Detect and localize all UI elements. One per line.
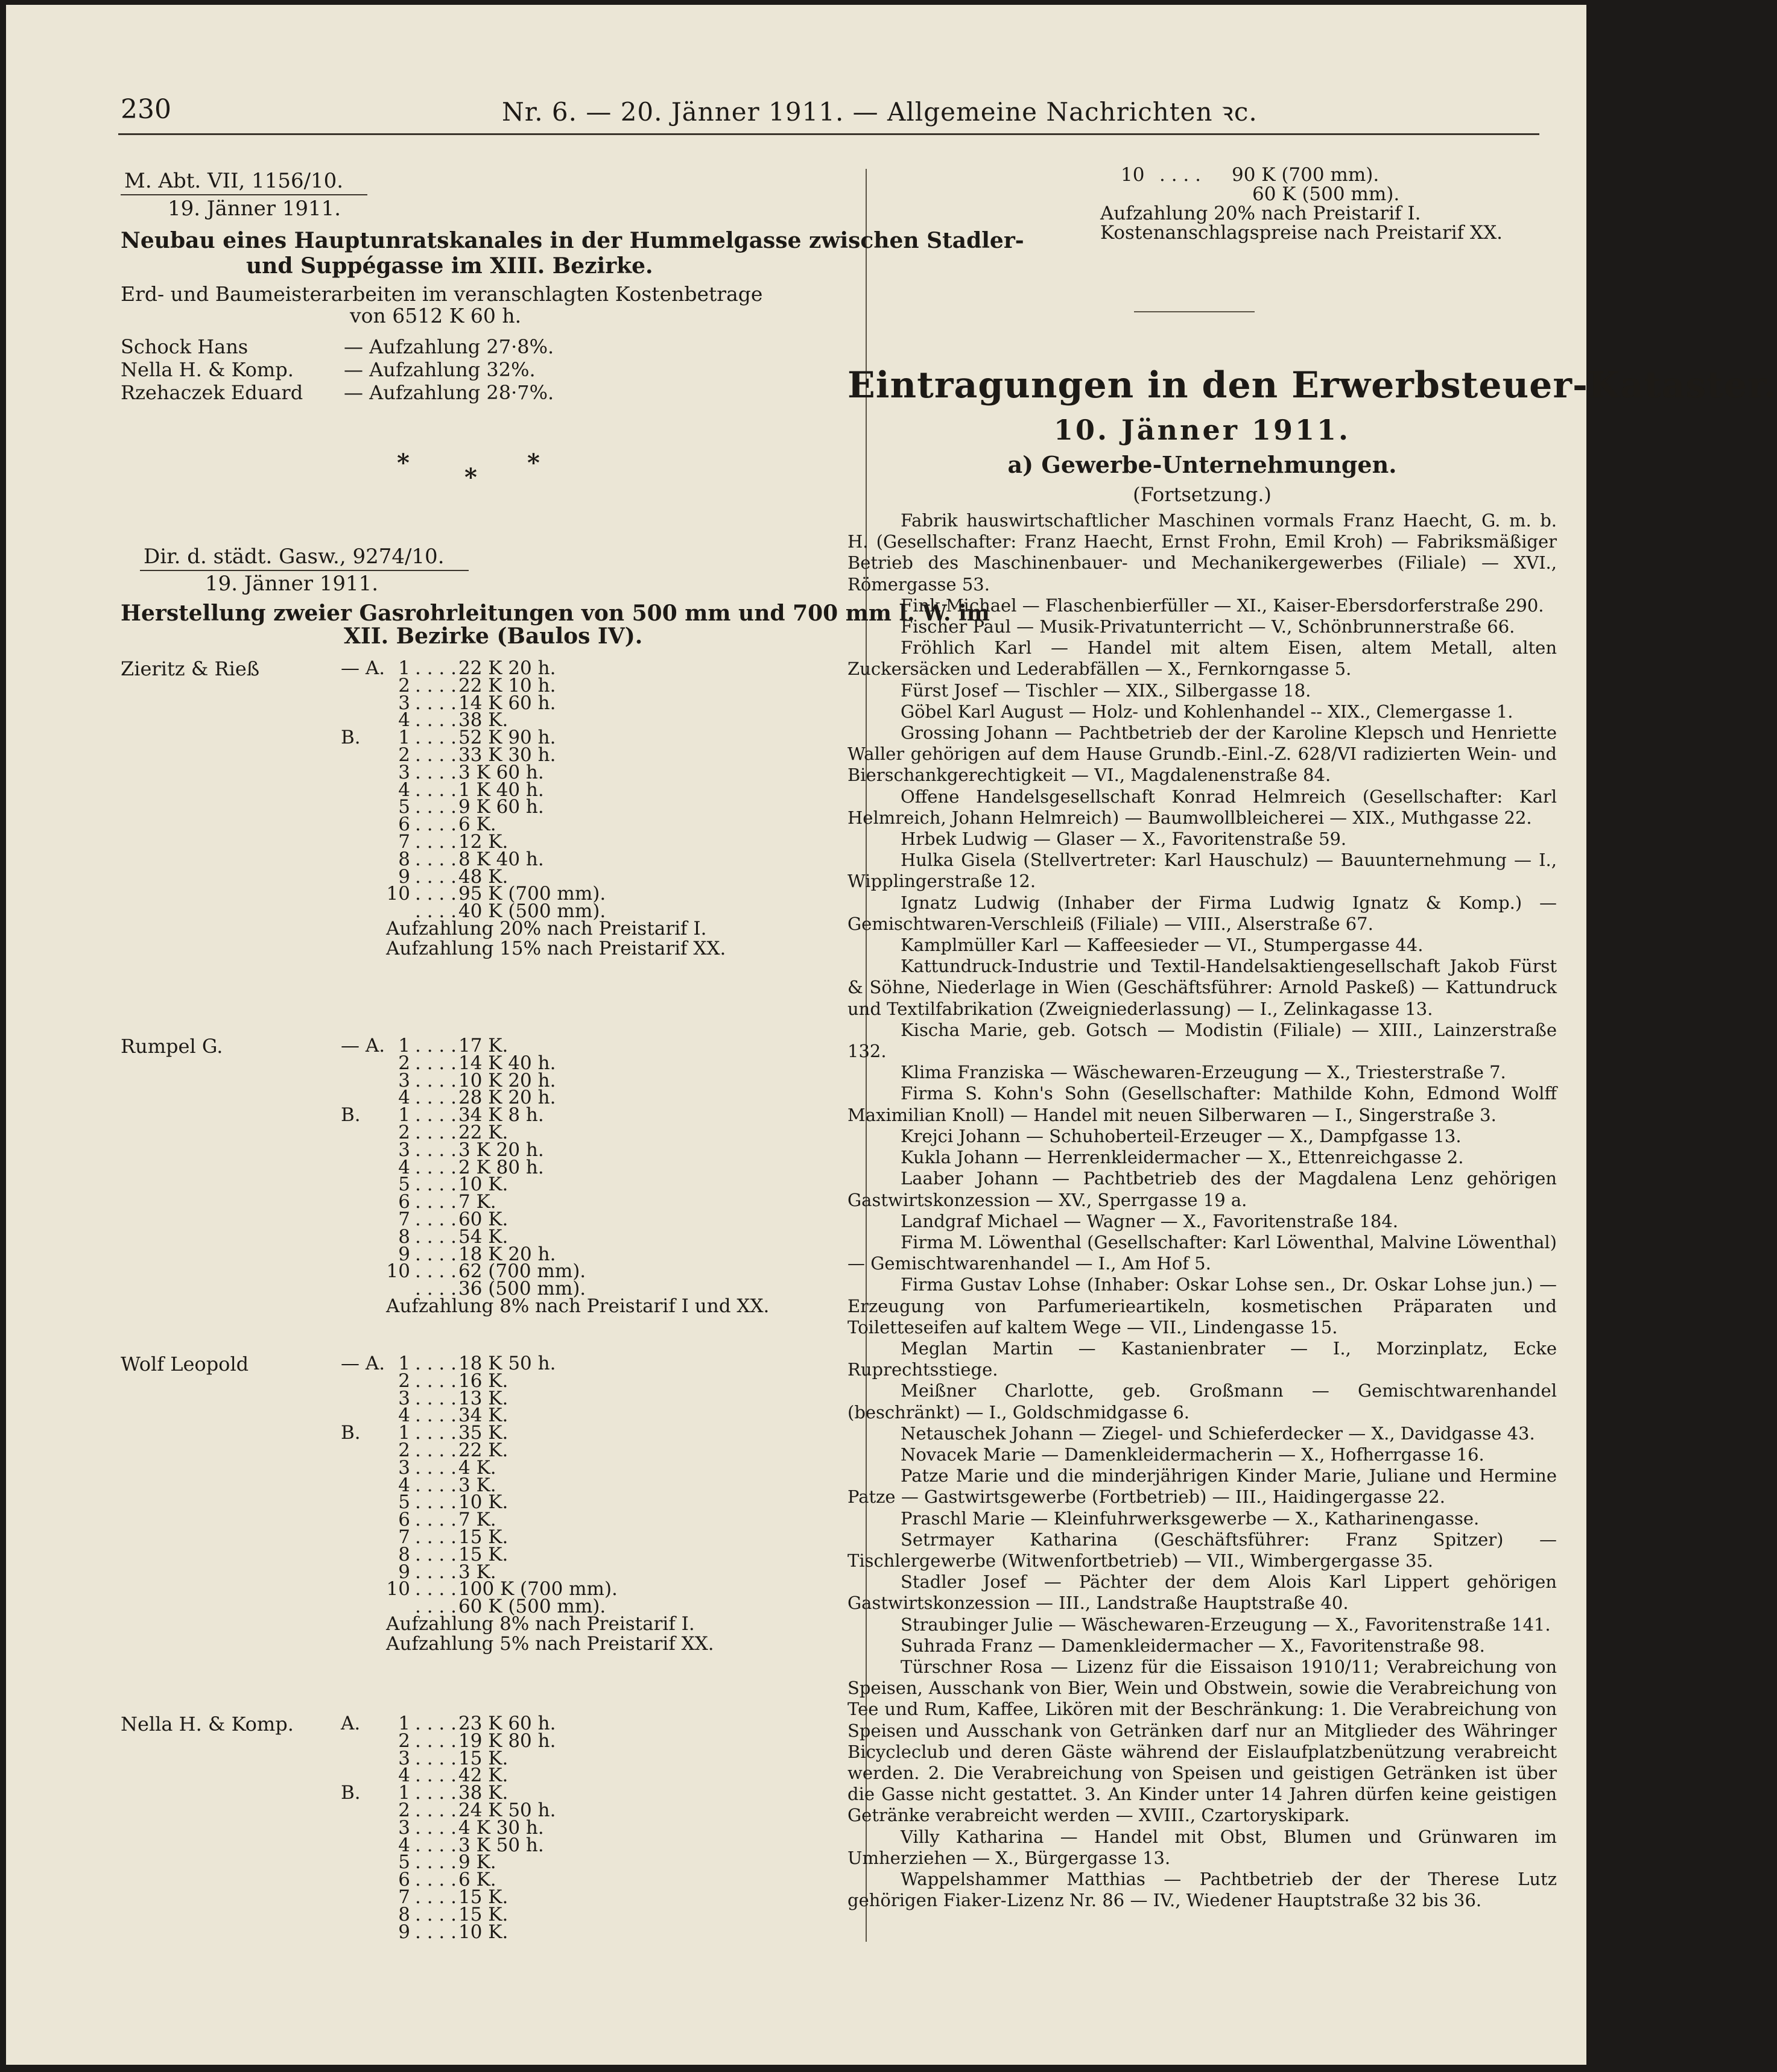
- block1-reference: M. Abt. VII, 1156/10.: [121, 169, 367, 195]
- leader-dots: . . . .: [415, 1087, 457, 1109]
- offer-text: — Aufzahlung 27·8%.: [344, 335, 554, 358]
- lot-price: 3 K 20 h.: [458, 1139, 544, 1161]
- lot-number: 9: [398, 1561, 410, 1583]
- surcharge-line: Aufzahlung 5% nach Preistarif XX.: [386, 1632, 714, 1655]
- register-entry: Hrbek Ludwig — Glaser — X., Favoritenstraße 59.: [901, 829, 1347, 850]
- leader-dots: . . . .: [415, 1764, 457, 1787]
- leader-dots: . . . .: [415, 1851, 457, 1874]
- leader-dots: . . . .: [415, 1561, 457, 1583]
- register-entry: Suhrada Franz — Damenkleidermacher — X., Favoritenstraße 98.: [901, 1635, 1485, 1656]
- block1-title-line1: Neubau eines Hauptunratskanales in der Hummelgasse zwischen Stadler-: [121, 228, 1024, 253]
- leader-dots: . . . .: [415, 1225, 457, 1248]
- lot-price: 10 K.: [458, 1921, 508, 1943]
- lot-price: 6 K.: [458, 813, 496, 836]
- leader-dots: . . . .: [415, 1456, 457, 1479]
- lot-number: 3: [398, 1139, 410, 1161]
- leader-dots: . . . .: [415, 1782, 457, 1804]
- register-entry: Landgraf Michael — Wagner — X., Favoritenstraße 184.: [901, 1210, 1399, 1231]
- newspaper-page: [6, 5, 1777, 2065]
- lot-number: 1: [398, 1035, 410, 1057]
- lot-price: 10 K.: [458, 1173, 508, 1196]
- lot-number: 4: [398, 1474, 410, 1496]
- leader-dots: . . . .: [415, 1747, 457, 1769]
- lot-price: 17 K.: [458, 1035, 508, 1057]
- running-title: Nr. 6. — 20. Jänner 1911. — Allgemeine Nachrichten ꝛc.: [502, 97, 1258, 127]
- block1-intro-line1: Erd- und Baumeisterarbeiten im veranschlagten Kostenbetrage: [121, 282, 763, 306]
- register-entry: Ignatz Ludwig (Inhaber der Firma Ludwig Ignatz & Komp.) — Gemischtwaren-Verschleiß (Filiale) — VIII., Alserstraße 67.: [847, 892, 1557, 934]
- lot-section: B.: [341, 1422, 361, 1444]
- lot-number: 4: [398, 1156, 410, 1178]
- lot-price: 4 K.: [458, 1456, 496, 1479]
- surcharge-line: Aufzahlung 8% nach Preistarif I und XX.: [386, 1295, 770, 1317]
- lot-number: 2: [398, 1799, 410, 1821]
- header-rule: [118, 133, 1539, 135]
- lot-section: B.: [341, 1782, 361, 1804]
- block1-intro-line2: von 6512 K 60 h.: [350, 304, 522, 327]
- lot-price: 14 K 40 h.: [458, 1052, 556, 1074]
- lot-price: 62 (700 mm).: [458, 1260, 586, 1283]
- register-entry: Fischer Paul — Musik-Privatunterricht — V., Schönbrunnerstraße 66.: [901, 616, 1515, 637]
- block2-reference: Dir. d. städt. Gasw., 9274/10.: [140, 545, 469, 571]
- leader-dots: . . . .: [415, 744, 457, 766]
- leader-dots: . . . .: [415, 1729, 457, 1752]
- register-entry: Patze Marie und die minderjährigen Kinder Marie, Juliane und Hermine Patze — Gastwirtsgewerbe (Fortbetrieb) — III., Haidingergasse 22.: [847, 1465, 1557, 1508]
- lot-number: 1: [398, 1782, 410, 1804]
- lot-price: 48 K.: [458, 865, 508, 888]
- lot-number: 2: [398, 1122, 410, 1143]
- lot-price: 22 K 20 h.: [458, 657, 556, 679]
- leader-dots: . . . .: [415, 1035, 457, 1057]
- register-entry: Hulka Gisela (Stellvertreter: Karl Hauschulz) — Bauunternehmung — I., Wipplingerstraße 12.: [847, 850, 1557, 892]
- leader-dots: . . . .: [415, 727, 457, 749]
- bidder-name: Zieritz & Rieß: [121, 657, 260, 680]
- lot-price: 28 K 20 h.: [458, 1087, 556, 1109]
- register-entry: Offene Handelsgesellschaft Konrad Helmreich (Gesellschafter: Karl Helmreich, Johann Helmreich) — Baumwollbleicherei — XIX., Muthgasse 22.: [847, 786, 1557, 828]
- leader-dots: . . . .: [415, 1122, 457, 1143]
- register-entry: Fürst Josef — Tischler — XIX., Silbergasse 18.: [901, 680, 1311, 701]
- bidder-name: Wolf Leopold: [121, 1353, 249, 1376]
- lot-number: 6: [398, 1869, 410, 1891]
- continuation-note: (Fortsetzung.): [1133, 483, 1272, 506]
- lot-number: 2: [398, 674, 410, 696]
- leader-dots: . . . .: [415, 1439, 457, 1461]
- lot-price: 3 K.: [458, 1561, 496, 1583]
- leader-dots: . . . .: [415, 1156, 457, 1178]
- leader-dots: . . . .: [415, 1353, 457, 1374]
- lot-number: 4: [398, 1764, 410, 1787]
- leader-dots: . . . .: [415, 1578, 457, 1600]
- lot-price: 22 K 10 h.: [458, 674, 556, 696]
- lot-number: 2: [398, 1439, 410, 1461]
- lot-number: 2: [398, 744, 410, 766]
- lot-number: 7: [398, 831, 410, 853]
- block2-date: 19. Jänner 1911.: [205, 572, 379, 596]
- lot-number: 1: [398, 727, 410, 749]
- leader-dots: . . . .: [415, 1278, 457, 1300]
- register-entry: Novacek Marie — Damenkleidermacherin — X., Hofherrgasse 16.: [901, 1444, 1484, 1465]
- lot-number: 9: [398, 1243, 410, 1265]
- register-entry: Krejci Johann — Schuhoberteil-Erzeuger — X., Dampfgasse 13.: [901, 1125, 1462, 1146]
- leader-dots: . . . .: [415, 657, 457, 679]
- lot-number: 9: [398, 865, 410, 888]
- lot-price: 18 K 50 h.: [458, 1353, 556, 1374]
- register-entry: Fröhlich Karl — Handel mit altem Eisen, altem Metall, alten Zuckersäcken und Lederabfällen — X., Fernkorngasse 5.: [847, 637, 1557, 680]
- leader-dots: . . . .: [415, 1069, 457, 1091]
- lot-price: 3 K 60 h.: [458, 761, 544, 783]
- lot-price: 18 K 20 h.: [458, 1243, 556, 1265]
- register-entry: Praschl Marie — Kleinfuhrwerksgewerbe — X., Katharinengasse.: [901, 1508, 1480, 1529]
- offer-text: — Aufzahlung 32%.: [344, 358, 536, 381]
- register-entry: Fabrik hauswirtschaftlicher Maschinen vormals Franz Haecht, G. m. b. H. (Gesellschafter: Franz Haecht, Ernst Frohn, Emil Kroh) — Fabriksmäßiger Betrieb des Maschinenbauer- und Mechanikergewerbes (Filiale) — XVI., Römergasse 53.: [847, 510, 1557, 595]
- register-entry: Türschner Rosa — Lizenz für die Eissaison 1910/11; Verabreichung von Speisen, Ausschank von Bier, Wein und Obstwein, sowie die Verabreichung von Tee und Rum, Kaffee, Likören mit der Beschränkung: 1. Die Verabreichung von Speisen und Ausschank von Getränken darf nur an Mitglieder des Währinger Bicycleclub und deren Gäste während der Eislaufplatzbenützung verabreicht werden. 2. Die Verabreichung von Speisen und geistigen Getränken ist über die Gasse nicht gestattet. 3. An Kinder unter 14 Jahren dürfen keine geistigen Getränke verabreicht werden — XVIII., Czartoryskipark.: [847, 1656, 1557, 1826]
- lot-price: 35 K.: [458, 1422, 508, 1444]
- lot-section: B.: [341, 1104, 361, 1126]
- lot-number: 5: [398, 796, 410, 818]
- register-entry: Villy Katharina — Handel mit Obst, Blumen und Grünwaren im Umherziehen — X., Bürgergasse 13.: [847, 1826, 1557, 1868]
- lot-number: 7: [398, 1886, 410, 1908]
- surcharge-line: Aufzahlung 20% nach Preistarif I.: [1100, 203, 1421, 224]
- lot-number: 4: [398, 709, 410, 731]
- lot-number: 2: [398, 1729, 410, 1752]
- leader-dots: . . . .: [415, 709, 457, 731]
- leader-dots: . . . .: [415, 1491, 457, 1514]
- register-entry: Kattundruck-Industrie und Textil-Handelsaktiengesellschaft Jakob Fürst & Söhne, Niederlage in Wien (Geschäftsführer: Arnold Paskeß) — Kattundruck und Textilfabrikation (Zweigniederlassung) — I., Zelinkagasse 13.: [847, 956, 1557, 1019]
- register-entry: Netauschek Johann — Ziegel- und Schieferdecker — X., Davidgasse 43.: [901, 1423, 1535, 1444]
- lot-price: 38 K.: [458, 709, 508, 731]
- lot-price: 100 K (700 mm).: [458, 1578, 618, 1600]
- leader-dots: . . . .: [415, 1404, 457, 1427]
- lot-price: 15 K.: [458, 1747, 508, 1769]
- leader-dots: . . . .: [415, 1139, 457, 1161]
- lot-number: 8: [398, 1903, 410, 1925]
- lot-price: 7 K.: [458, 1191, 496, 1213]
- lot-price: 2 K 80 h.: [458, 1156, 544, 1178]
- block1-title-line2: und Suppégasse im XIII. Bezirke.: [246, 253, 653, 279]
- leader-dots: . . . .: [415, 761, 457, 783]
- lot-price: 40 K (500 mm).: [458, 900, 606, 923]
- lot-price: 23 K 60 h.: [458, 1713, 556, 1734]
- lot-section: A.: [341, 1713, 361, 1734]
- register-entry: Stadler Josef — Pächter der dem Alois Karl Lippert gehörigen Gastwirtskonzession — III., Landstraße Hauptstraße 40.: [847, 1571, 1557, 1614]
- lot-number: 4: [398, 1404, 410, 1427]
- lot-price: 1 K 40 h.: [458, 779, 544, 801]
- leader-dots: . . . .: [415, 883, 457, 905]
- lot-number: 10: [1121, 164, 1145, 186]
- lot-number: 8: [398, 1225, 410, 1248]
- leader-dots: . . . .: [415, 1799, 457, 1821]
- leader-dots: . . . .: [415, 1173, 457, 1196]
- leader-dots: . . . .: [415, 674, 457, 696]
- section-title: Eintragungen in den Erwerbsteuer-Kataster.: [847, 364, 1777, 406]
- surcharge-line: Aufzahlung 15% nach Preistarif XX.: [386, 937, 726, 959]
- register-entry: Göbel Karl August — Holz- und Kohlenhandel -- XIX., Clemergasse 1.: [901, 701, 1513, 722]
- bidder-name: Rumpel G.: [121, 1035, 223, 1058]
- register-entry: Grossing Johann — Pachtbetrieb der der Karoline Klepsch und Henriette Waller gehörigen auf dem Hause Grundb.-Einl.-Z. 628/VI radizierten Wein- und Bierschankgerechtigkeit — VI., Magdalenenstraße 84.: [847, 722, 1557, 786]
- lot-price: 60 K.: [458, 1208, 508, 1230]
- lot-number: 2: [398, 1052, 410, 1074]
- separator-star: *: [527, 449, 540, 477]
- lot-price: 13 K.: [458, 1387, 508, 1409]
- lot-number: 6: [398, 813, 410, 836]
- register-entry: Fink Michael — Flaschenbierfüller — XI., Kaiser-Ebersdorferstraße 290.: [901, 595, 1544, 616]
- lot-price: 6 K.: [458, 1869, 496, 1891]
- lot-number: 2: [398, 1369, 410, 1392]
- leader-dots: . . . .: [415, 1474, 457, 1496]
- lot-number: 9: [398, 1921, 410, 1943]
- lot-price: 90 K (700 mm).: [1232, 164, 1379, 186]
- lot-price: 36 (500 mm).: [458, 1278, 586, 1300]
- leader-dots: . . . .: [415, 1191, 457, 1213]
- lot-number: 5: [398, 1173, 410, 1196]
- lot-price: 8 K 40 h.: [458, 848, 544, 870]
- lot-price: 3 K.: [458, 1474, 496, 1496]
- lot-price: 24 K 50 h.: [458, 1799, 556, 1821]
- lot-price: 34 K.: [458, 1404, 508, 1427]
- leader-dots: . . . .: [415, 796, 457, 818]
- lot-price: 60 K (500 mm).: [1252, 183, 1400, 205]
- lot-number: 10: [386, 883, 410, 905]
- register-entry: Kukla Johann — Herrenkleidermacher — X., Ettenreichgasse 2.: [901, 1147, 1464, 1168]
- lot-number: 5: [398, 1851, 410, 1874]
- leader-dots: . . . .: [415, 1208, 457, 1230]
- lot-price: 34 K 8 h.: [458, 1104, 544, 1126]
- section-date: 10. Jänner 1911.: [1053, 414, 1351, 446]
- offer-name: Nella H. & Komp.: [121, 358, 294, 381]
- lot-number: 10: [386, 1260, 410, 1283]
- lot-number: 6: [398, 1191, 410, 1213]
- offer-text: — Aufzahlung 28·7%.: [344, 381, 554, 404]
- leader-dots: . . . .: [415, 692, 457, 714]
- lot-price: 22 K.: [458, 1122, 508, 1143]
- register-entry: Laaber Johann — Pachtbetrieb des der Magdalena Lenz gehörigen Gastwirtskonzession — XV., Sperrgasse 19 a.: [847, 1168, 1557, 1210]
- surcharge-line: Kostenanschlagspreise nach Preistarif XX.: [1100, 222, 1503, 244]
- register-entry: Firma S. Kohn's Sohn (Gesellschafter: Mathilde Kohn, Edmond Wolff Maximilian Knoll) — Handel mit neuen Silberwaren — I., Singerstraße 3.: [847, 1083, 1557, 1125]
- leader-dots: . . . .: [415, 1260, 457, 1283]
- leader-dots: . . . .: [415, 1886, 457, 1908]
- lot-price: 54 K.: [458, 1225, 508, 1248]
- leader-dots: . . . .: [415, 1509, 457, 1531]
- lot-price: 10 K 20 h.: [458, 1069, 556, 1091]
- lot-number: 7: [398, 1526, 410, 1548]
- lot-number: 3: [398, 1816, 410, 1839]
- lot-number: 1: [398, 1104, 410, 1126]
- leader-dots: . . . .: [415, 1869, 457, 1891]
- subsection-title: a) Gewerbe-Unternehmungen.: [1007, 451, 1397, 478]
- lot-number: 1: [398, 1353, 410, 1374]
- section-rule: [1134, 311, 1255, 312]
- register-entry: Setrmayer Katharina (Geschäftsführer: Franz Spitzer) — Tischlergewerbe (Witwenfortbetrieb) — VII., Wimbergergasse 35.: [847, 1529, 1557, 1571]
- lot-number: 1: [398, 1713, 410, 1734]
- lot-price: 16 K.: [458, 1369, 508, 1392]
- lot-price: 9 K.: [458, 1851, 496, 1874]
- lot-price: 9 K 60 h.: [458, 796, 544, 818]
- leader-dots: . . . .: [415, 1903, 457, 1925]
- leader-dots: . . . .: [415, 831, 457, 853]
- register-entry: Meißner Charlotte, geb. Großmann — Gemischtwarenhandel (beschränkt) — I., Goldschmidgasse 6.: [847, 1380, 1557, 1423]
- leader-dots: . . . .: [415, 1921, 457, 1943]
- surcharge-line: Aufzahlung 8% nach Preistarif I.: [386, 1613, 695, 1635]
- surcharge-line: Aufzahlung 20% nach Preistarif I.: [386, 918, 707, 940]
- lot-number: 4: [398, 779, 410, 801]
- register-entry: Klima Franziska — Wäschewaren-Erzeugung — X., Triesterstraße 7.: [901, 1062, 1506, 1083]
- lot-price: 7 K.: [458, 1509, 496, 1531]
- lot-price: 15 K.: [458, 1886, 508, 1908]
- bidder-name: Nella H. & Komp.: [121, 1713, 294, 1736]
- leader-dots: . . . .: [415, 1713, 457, 1734]
- lot-number: 3: [398, 761, 410, 783]
- leader-dots: . . . .: [415, 1596, 457, 1618]
- leader-dots: . . . .: [415, 865, 457, 888]
- lot-number: 4: [398, 1087, 410, 1109]
- leader-dots: . . . .: [415, 1422, 457, 1444]
- page-number: 230: [121, 94, 171, 125]
- lot-price: 42 K.: [458, 1764, 508, 1787]
- lot-number: 8: [398, 1543, 410, 1565]
- leader-dots: . . . .: [415, 848, 457, 870]
- offer-name: Rzehaczek Eduard: [121, 381, 303, 404]
- lot-price: 52 K 90 h.: [458, 727, 556, 749]
- lot-number: 8: [398, 848, 410, 870]
- lot-price: 38 K.: [458, 1782, 508, 1804]
- lot-number: 3: [398, 1069, 410, 1091]
- leader-dots: . . . .: [1159, 164, 1201, 186]
- register-entry: Firma Gustav Lohse (Inhaber: Oskar Lohse sen., Dr. Oskar Lohse jun.) — Erzeugung von Parfumerieartikeln, kosmetischen Präparaten und Toiletteseifen auf kaltem Wege — VII., Lindengasse 15.: [847, 1274, 1557, 1338]
- lot-number: 10: [386, 1578, 410, 1600]
- register-entry: Wappelshammer Matthias — Pachtbetrieb der der Therese Lutz gehörigen Fiaker-Lizenz Nr. 86 — IV., Wiedener Hauptstraße 32 bis 36.: [847, 1869, 1557, 1911]
- leader-dots: . . . .: [415, 1369, 457, 1392]
- lot-price: 14 K 60 h.: [458, 692, 556, 714]
- lot-price: 4 K 30 h.: [458, 1816, 544, 1839]
- lot-price: 15 K.: [458, 1526, 508, 1548]
- separator-star: *: [397, 449, 410, 477]
- lot-number: 6: [398, 1509, 410, 1531]
- lot-number: 3: [398, 1456, 410, 1479]
- lot-price: 19 K 80 h.: [458, 1729, 556, 1752]
- lot-number: 3: [398, 1747, 410, 1769]
- lot-price: 3 K 50 h.: [458, 1834, 544, 1856]
- register-entry: Firma M. Löwenthal (Gesellschafter: Karl Löwenthal, Malvine Löwenthal) — Gemischtwarenhandel — I., Am Hof 5.: [847, 1231, 1557, 1274]
- leader-dots: . . . .: [415, 1104, 457, 1126]
- leader-dots: . . . .: [415, 1052, 457, 1074]
- leader-dots: . . . .: [415, 813, 457, 836]
- block1-date: 19. Jänner 1911.: [168, 197, 341, 221]
- lot-price: 15 K.: [458, 1543, 508, 1565]
- lot-price: 10 K.: [458, 1491, 508, 1514]
- block2-title-line1: Herstellung zweier Gasrohrleitungen von 500 mm und 700 mm l. W. im: [121, 601, 990, 626]
- lot-price: 12 K.: [458, 831, 508, 853]
- lot-number: 1: [398, 1422, 410, 1444]
- leader-dots: . . . .: [415, 900, 457, 923]
- leader-dots: . . . .: [415, 1834, 457, 1856]
- leader-dots: . . . .: [415, 1243, 457, 1265]
- lot-price: 22 K.: [458, 1439, 508, 1461]
- separator-star: *: [464, 463, 477, 491]
- lot-number: 4: [398, 1834, 410, 1856]
- lot-section: — A.: [341, 1035, 385, 1057]
- register-entry: Kamplmüller Karl — Kaffeesieder — VI., Stumpergasse 44.: [901, 935, 1424, 956]
- leader-dots: . . . .: [415, 1387, 457, 1409]
- offer-name: Schock Hans: [121, 335, 249, 358]
- lot-price: 95 K (700 mm).: [458, 883, 606, 905]
- lot-number: 5: [398, 1491, 410, 1514]
- lot-number: 1: [398, 657, 410, 679]
- lot-number: 3: [398, 692, 410, 714]
- lot-section: B.: [341, 727, 361, 749]
- lot-number: 3: [398, 1387, 410, 1409]
- leader-dots: . . . .: [415, 779, 457, 801]
- lot-section: — A.: [341, 1353, 385, 1374]
- leader-dots: . . . .: [415, 1526, 457, 1548]
- register-entries: [847, 510, 1557, 1911]
- lot-price: 60 K (500 mm).: [458, 1596, 606, 1618]
- leader-dots: . . . .: [415, 1543, 457, 1565]
- block2-title-line2: XII. Bezirke (Baulos IV).: [344, 624, 643, 649]
- register-entry: Straubinger Julie — Wäschewaren-Erzeugung — X., Favoritenstraße 141.: [901, 1614, 1551, 1635]
- leader-dots: . . . .: [415, 1816, 457, 1839]
- lot-price: 33 K 30 h.: [458, 744, 556, 766]
- lot-section: — A.: [341, 657, 385, 679]
- register-entry: Kischa Marie, geb. Gotsch — Modistin (Filiale) — XIII., Lainzerstraße 132.: [847, 1019, 1557, 1062]
- lot-number: 7: [398, 1208, 410, 1230]
- register-entry: Meglan Martin — Kastanienbrater — I., Morzinplatz, Ecke Ruprechtsstiege.: [847, 1338, 1557, 1380]
- lot-price: 15 K.: [458, 1903, 508, 1925]
